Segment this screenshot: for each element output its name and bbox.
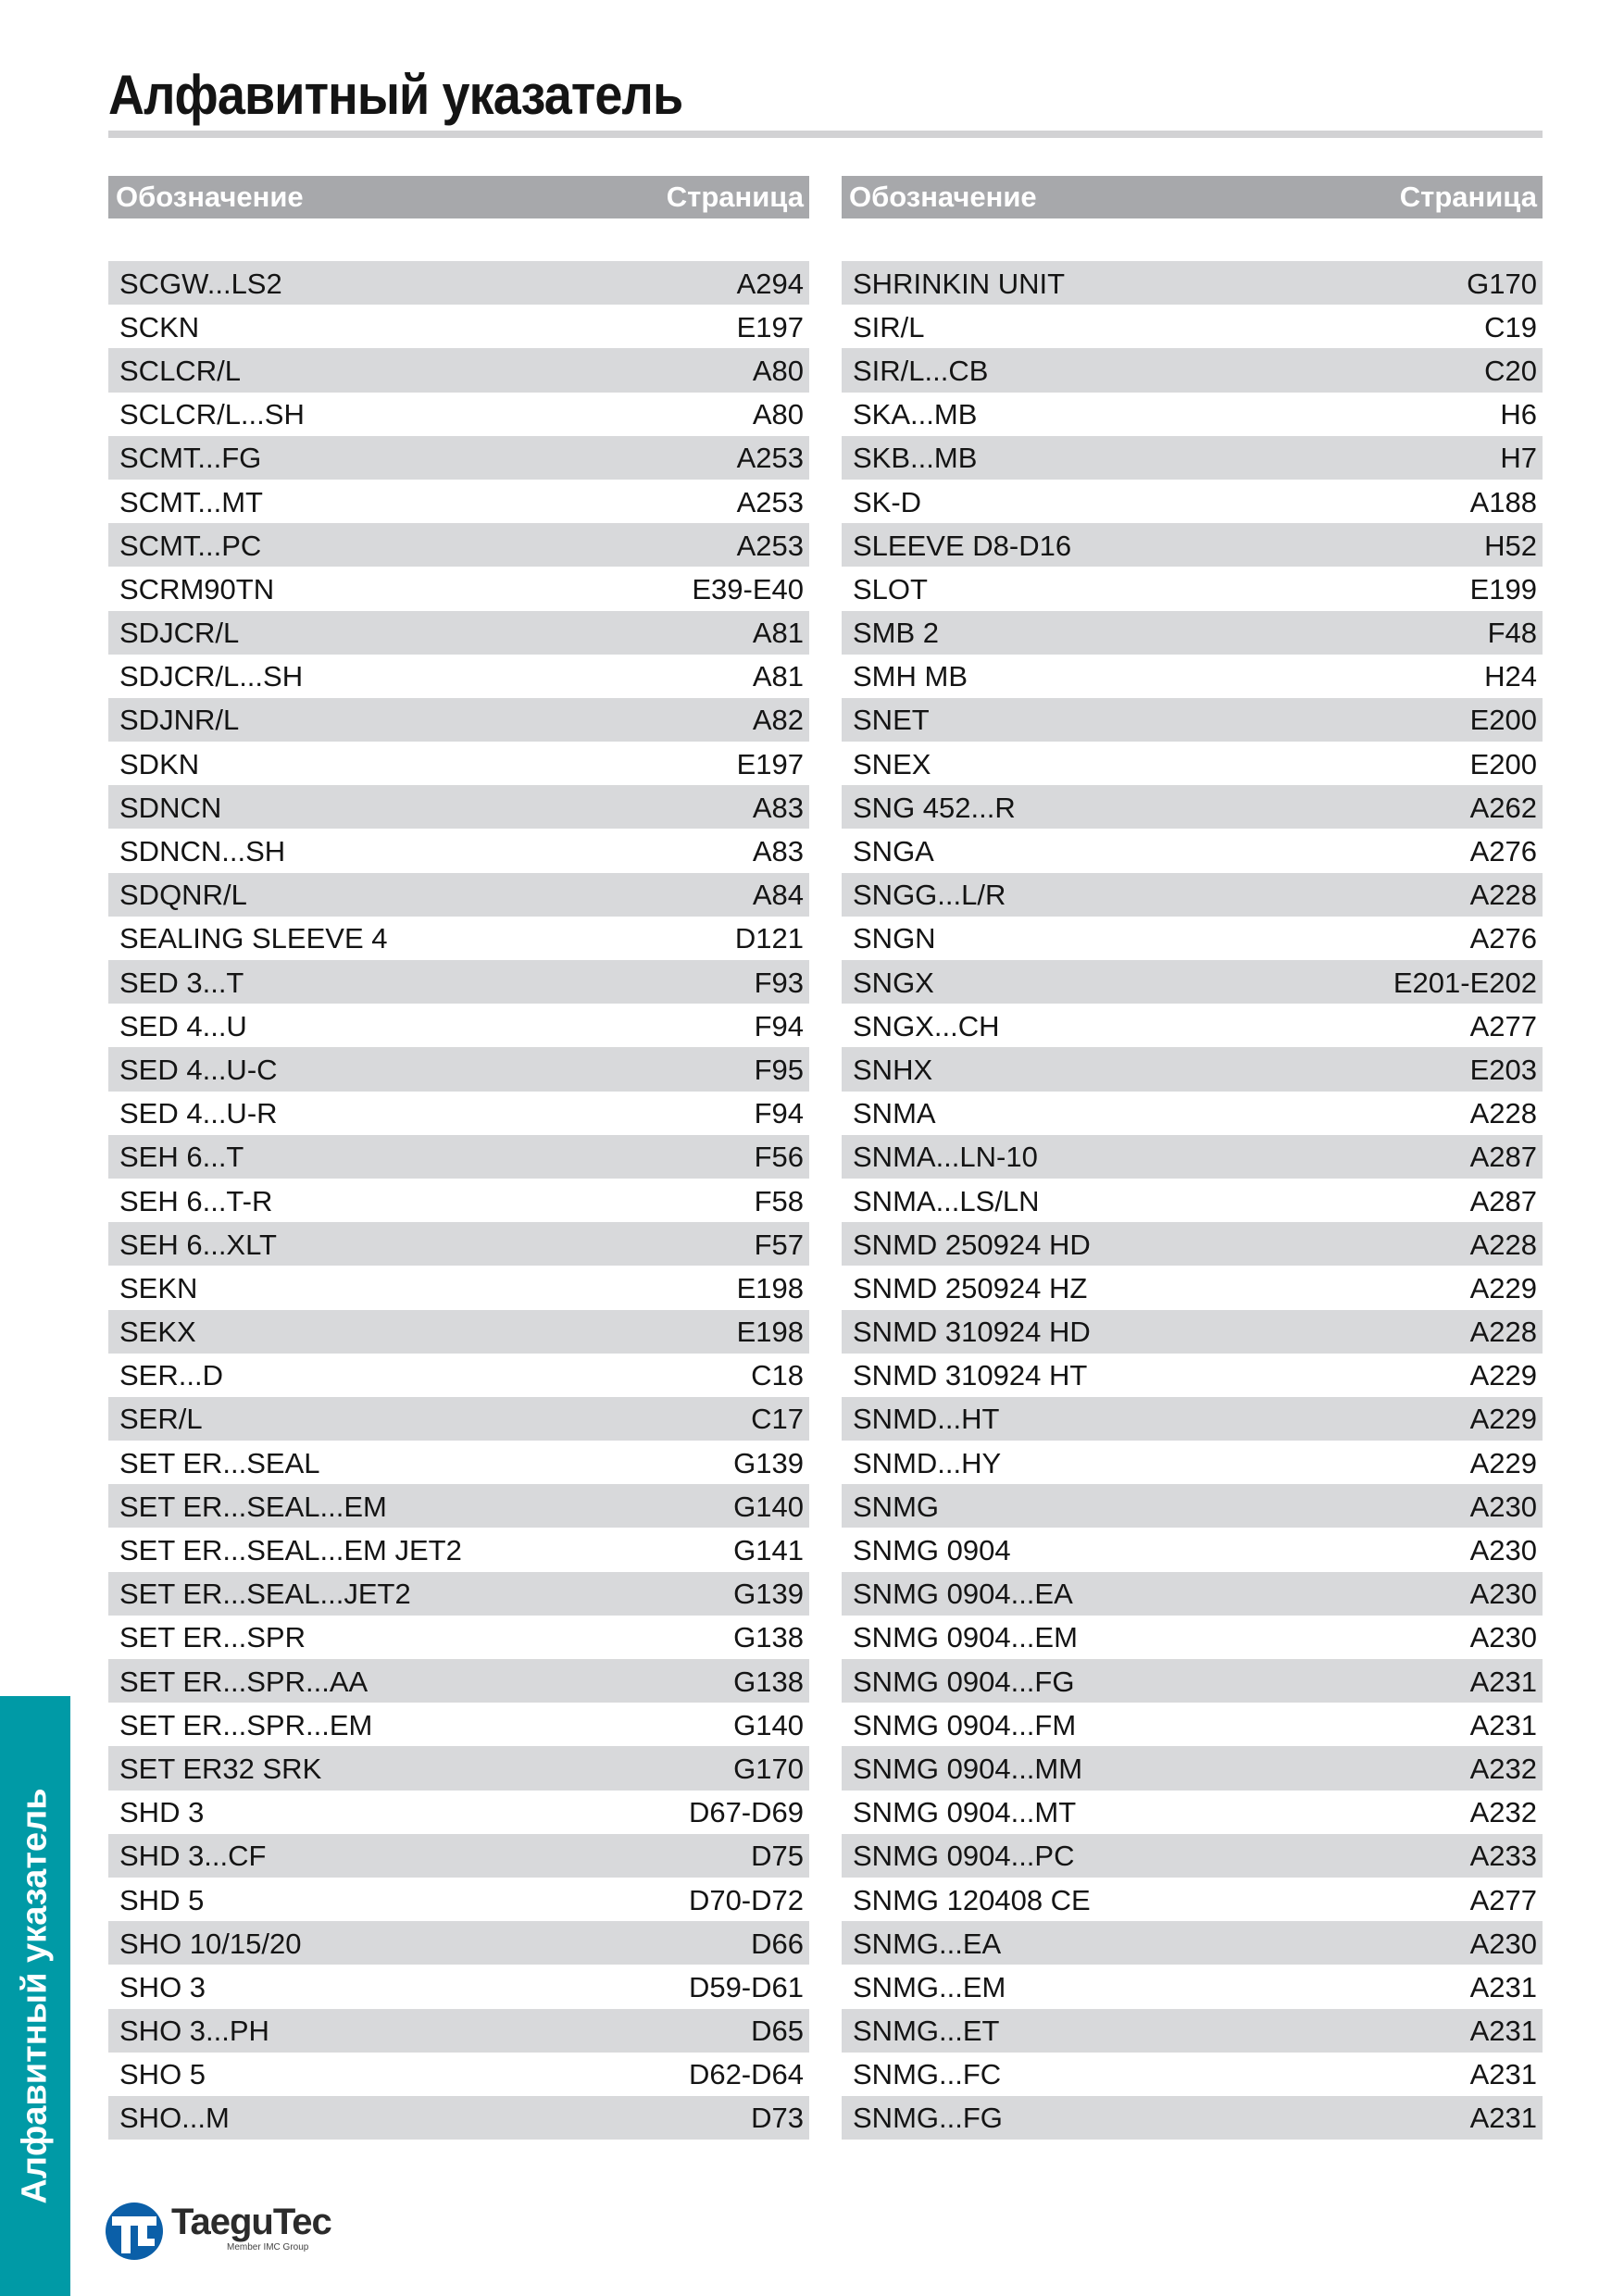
index-code: SNMD...HT <box>853 1403 1000 1436</box>
index-row <box>842 785 1543 829</box>
index-code: SET ER32 SRK <box>119 1752 322 1785</box>
index-row <box>108 1965 809 2008</box>
index-rows-left <box>108 261 809 2140</box>
index-page: A230 <box>1469 1927 1537 1960</box>
index-page: G138 <box>733 1665 804 1698</box>
index-code: SHD 5 <box>119 1883 205 1916</box>
index-row <box>842 1965 1543 2008</box>
logo-name: TaeguTec <box>171 2202 331 2242</box>
index-code: SNMG 0904...MM <box>853 1752 1083 1785</box>
index-code: SLEEVE D8-D16 <box>853 529 1072 562</box>
index-page: E198 <box>736 1316 804 1349</box>
index-code: SHO 10/15/20 <box>119 1927 302 1960</box>
index-row <box>842 2096 1543 2140</box>
index-page: A232 <box>1469 1796 1537 1829</box>
index-page: A230 <box>1469 1534 1537 1567</box>
index-code: SNG 452...R <box>853 791 1016 824</box>
index-page: A262 <box>1469 791 1537 824</box>
index-page: A277 <box>1469 1883 1537 1916</box>
index-row <box>842 960 1543 1004</box>
column-header <box>108 176 809 218</box>
index-row <box>108 1047 809 1091</box>
index-code: SKB...MB <box>853 442 978 475</box>
index-code: SCRM90TN <box>119 572 275 605</box>
index-page: A230 <box>1469 1621 1537 1654</box>
index-row <box>108 1397 809 1441</box>
index-code: SNET <box>853 704 930 737</box>
index-code: SCMT...FG <box>119 442 262 475</box>
index-page: D65 <box>751 2015 804 2048</box>
index-page: F56 <box>754 1141 804 1174</box>
index-row <box>842 829 1543 872</box>
index-row <box>108 2053 809 2096</box>
index-row <box>108 1484 809 1528</box>
index-page: A276 <box>1469 922 1537 955</box>
index-page: A231 <box>1469 1708 1537 1741</box>
index-page: G141 <box>733 1534 804 1567</box>
index-code: SEH 6...T-R <box>119 1184 273 1217</box>
index-row <box>842 1135 1543 1179</box>
index-code: SNMA...LN-10 <box>853 1141 1038 1174</box>
index-row <box>108 1135 809 1179</box>
index-row <box>108 1179 809 1222</box>
index-row <box>108 1921 809 1965</box>
index-page: A228 <box>1469 1097 1537 1130</box>
index-row <box>108 1441 809 1484</box>
index-code: SNEX <box>853 747 931 780</box>
index-page: A253 <box>736 485 804 518</box>
index-code: SED 4...U <box>119 1009 247 1042</box>
index-row <box>108 523 809 567</box>
index-page: G138 <box>733 1621 804 1654</box>
index-code: SMH MB <box>853 660 968 693</box>
index-row <box>108 1222 809 1266</box>
index-page: A253 <box>736 442 804 475</box>
index-row <box>842 261 1543 305</box>
index-page: A83 <box>752 835 804 868</box>
index-row <box>108 1834 809 1878</box>
index-row <box>842 1572 1543 1616</box>
index-code: SIR/L <box>853 310 925 343</box>
index-code: SCMT...PC <box>119 529 262 562</box>
index-row <box>842 393 1543 436</box>
index-page: D121 <box>734 922 804 955</box>
index-code: SNMG 0904 <box>853 1534 1011 1567</box>
index-page: A80 <box>752 354 804 387</box>
index-column-right <box>842 176 1543 2140</box>
index-code: SNGX <box>853 966 934 999</box>
index-page: F94 <box>754 1009 804 1042</box>
index-code: SNMG 0904...EA <box>853 1578 1073 1611</box>
index-row <box>108 393 809 436</box>
index-code: SED 4...U-C <box>119 1053 278 1086</box>
index-code: SEH 6...T <box>119 1141 244 1174</box>
index-row <box>842 1047 1543 1091</box>
index-code: SER/L <box>119 1403 203 1436</box>
index-page: E39-E40 <box>692 572 804 605</box>
index-row <box>842 1791 1543 1834</box>
index-row <box>108 698 809 742</box>
index-page: F57 <box>754 1228 804 1261</box>
index-row <box>842 1354 1543 1397</box>
index-row <box>108 1354 809 1397</box>
index-code: SDJCR/L...SH <box>119 660 304 693</box>
index-row <box>842 1179 1543 1222</box>
index-code: SDNCN...SH <box>119 835 286 868</box>
index-page: A228 <box>1469 879 1537 912</box>
index-row <box>108 1659 809 1703</box>
index-row <box>842 1703 1543 1746</box>
index-page: H6 <box>1500 398 1537 431</box>
index-code: SEALING SLEEVE 4 <box>119 922 388 955</box>
header-designation: Обозначение <box>116 181 304 213</box>
index-page: A229 <box>1469 1271 1537 1304</box>
index-page: A233 <box>1469 1840 1537 1873</box>
index-row <box>842 1878 1543 1921</box>
index-page: D59-D61 <box>688 1970 804 2003</box>
index-row <box>108 567 809 610</box>
index-code: SDQNR/L <box>119 879 247 912</box>
index-row <box>108 480 809 523</box>
index-row <box>842 348 1543 392</box>
index-page: E201-E202 <box>1393 966 1537 999</box>
index-code: SNMG...EA <box>853 1927 1002 1960</box>
index-page: A81 <box>752 660 804 693</box>
index-page: A231 <box>1469 1665 1537 1698</box>
index-page: A231 <box>1469 2058 1537 2091</box>
index-code: SET ER...SEAL...JET2 <box>119 1578 411 1611</box>
index-page: A232 <box>1469 1752 1537 1785</box>
index-row <box>108 1528 809 1571</box>
index-code: SNHX <box>853 1053 933 1086</box>
index-page: A229 <box>1469 1446 1537 1479</box>
index-page: A230 <box>1469 1490 1537 1523</box>
index-code: SEH 6...XLT <box>119 1228 277 1261</box>
index-page: A294 <box>736 267 804 300</box>
index-code: SNMG 0904...PC <box>853 1840 1075 1873</box>
index-row <box>842 1310 1543 1354</box>
index-row <box>108 960 809 1004</box>
index-page: G140 <box>733 1490 804 1523</box>
index-page: A83 <box>752 791 804 824</box>
index-row <box>842 1004 1543 1047</box>
index-row <box>842 567 1543 610</box>
index-code: SET ER...SEAL...EM <box>119 1490 387 1523</box>
index-row <box>108 1310 809 1354</box>
index-row <box>108 655 809 698</box>
index-row <box>842 873 1543 917</box>
index-row <box>842 2053 1543 2096</box>
index-page: A84 <box>752 879 804 912</box>
index-code: SDKN <box>119 747 200 780</box>
index-page: A188 <box>1469 485 1537 518</box>
index-page: E200 <box>1469 747 1537 780</box>
index-code: SNMG...ET <box>853 2015 1000 2048</box>
index-code: SNMG 0904...EM <box>853 1621 1078 1654</box>
index-row <box>842 1397 1543 1441</box>
side-tab <box>0 1696 70 2296</box>
index-row <box>842 1834 1543 1878</box>
index-code: SET ER...SPR <box>119 1621 306 1654</box>
index-row <box>108 2009 809 2053</box>
header-page: Страница <box>1399 181 1537 213</box>
index-page: A230 <box>1469 1578 1537 1611</box>
index-code: SDNCN <box>119 791 222 824</box>
index-code: SNGX...CH <box>853 1009 1000 1042</box>
index-page: E197 <box>736 747 804 780</box>
index-page: A276 <box>1469 835 1537 868</box>
index-page: A231 <box>1469 1970 1537 2003</box>
index-page: D75 <box>751 1840 804 1873</box>
index-code: SHO...M <box>119 2102 230 2135</box>
index-row <box>108 1746 809 1790</box>
index-page: G170 <box>733 1752 804 1785</box>
index-code: SET ER...SPR...EM <box>119 1708 373 1741</box>
index-code: SNMA <box>853 1097 936 1130</box>
index-code: SNMD 310924 HT <box>853 1359 1088 1392</box>
index-code: SMB 2 <box>853 617 940 650</box>
index-row <box>108 305 809 348</box>
index-code: SNMD...HY <box>853 1446 1002 1479</box>
index-row <box>842 305 1543 348</box>
index-page: G139 <box>733 1446 804 1479</box>
index-row <box>108 348 809 392</box>
index-code: SDJCR/L <box>119 617 240 650</box>
index-row <box>108 1616 809 1659</box>
index-code: SNMG...FC <box>853 2058 1002 2091</box>
index-code: SCLCR/L...SH <box>119 398 305 431</box>
index-row <box>842 1746 1543 1790</box>
index-row <box>108 436 809 480</box>
index-row <box>108 1572 809 1616</box>
index-row <box>108 1878 809 1921</box>
index-code: SHRINKIN UNIT <box>853 267 1066 300</box>
index-code: SNMG 0904...FG <box>853 1665 1075 1698</box>
index-code: SCMT...MT <box>119 485 263 518</box>
index-page: A231 <box>1469 2102 1537 2135</box>
index-row <box>108 2096 809 2140</box>
index-code: SNGA <box>853 835 934 868</box>
page-title: Алфавитный указатель <box>108 64 683 126</box>
index-row <box>842 1484 1543 1528</box>
title-rule <box>108 131 1543 138</box>
index-code: SHO 3 <box>119 1970 206 2003</box>
index-code: SED 3...T <box>119 966 244 999</box>
index-page: F93 <box>754 966 804 999</box>
index-code: SCGW...LS2 <box>119 267 282 300</box>
index-row <box>842 1528 1543 1571</box>
index-page: E197 <box>736 310 804 343</box>
index-code: SNGN <box>853 922 936 955</box>
index-page: H7 <box>1500 442 1537 475</box>
index-row <box>842 2009 1543 2053</box>
index-page: A231 <box>1469 2015 1537 2048</box>
index-page: A287 <box>1469 1184 1537 1217</box>
index-row <box>108 1791 809 1834</box>
index-page: D73 <box>751 2102 804 2135</box>
index-code: SKA...MB <box>853 398 978 431</box>
logo-tagline: Member IMC Group <box>227 2242 309 2252</box>
index-page: D66 <box>751 1927 804 1960</box>
index-page: F58 <box>754 1184 804 1217</box>
index-code: SIR/L...CB <box>853 354 989 387</box>
taegutec-logo-icon <box>105 2202 164 2261</box>
index-row <box>842 436 1543 480</box>
index-code: SNMA...LS/LN <box>853 1184 1040 1217</box>
index-page: A229 <box>1469 1403 1537 1436</box>
index-page: G170 <box>1467 267 1537 300</box>
index-code: SET ER...SEAL <box>119 1446 320 1479</box>
index-code: SNMD 250924 HD <box>853 1228 1091 1261</box>
index-row <box>108 1266 809 1309</box>
index-code: SEKN <box>119 1271 198 1304</box>
index-code: SNMG...EM <box>853 1970 1006 2003</box>
index-page: E200 <box>1469 704 1537 737</box>
index-row <box>108 1092 809 1135</box>
index-row <box>108 611 809 655</box>
index-page: F94 <box>754 1097 804 1130</box>
index-page: G140 <box>733 1708 804 1741</box>
index-page: E199 <box>1469 572 1537 605</box>
index-code: SNMG 0904...MT <box>853 1796 1077 1829</box>
index-code: SNMG <box>853 1490 939 1523</box>
index-code: SCKN <box>119 310 200 343</box>
index-page: A253 <box>736 529 804 562</box>
index-row <box>842 1921 1543 1965</box>
index-row <box>842 1441 1543 1484</box>
index-code: SHO 3...PH <box>119 2015 269 2048</box>
header-designation: Обозначение <box>849 181 1037 213</box>
index-row <box>108 742 809 785</box>
index-column-left <box>108 176 809 2140</box>
index-code: SHO 5 <box>119 2058 206 2091</box>
index-code: SER...D <box>119 1359 223 1392</box>
column-header <box>842 176 1543 218</box>
index-page: E198 <box>736 1271 804 1304</box>
index-row <box>842 742 1543 785</box>
index-page: F95 <box>754 1053 804 1086</box>
index-page: A228 <box>1469 1228 1537 1261</box>
index-row <box>108 917 809 960</box>
index-row <box>842 1266 1543 1309</box>
index-page: A287 <box>1469 1141 1537 1174</box>
index-row <box>842 1092 1543 1135</box>
index-code: SDJNR/L <box>119 704 240 737</box>
index-code: SET ER...SEAL...EM JET2 <box>119 1534 462 1567</box>
index-row <box>842 917 1543 960</box>
index-code: SLOT <box>853 572 928 605</box>
index-code: SET ER...SPR...AA <box>119 1665 369 1698</box>
index-row <box>108 829 809 872</box>
index-page: C17 <box>751 1403 804 1436</box>
index-page: A80 <box>752 398 804 431</box>
index-code: SNMD 250924 HZ <box>853 1271 1088 1304</box>
side-tab-label: Алфавитный указатель <box>15 1788 55 2204</box>
index-code: SHD 3 <box>119 1796 205 1829</box>
index-page: C20 <box>1484 354 1537 387</box>
index-page: D67-D69 <box>688 1796 804 1829</box>
index-row <box>108 785 809 829</box>
index-code: SHD 3...CF <box>119 1840 267 1873</box>
index-row <box>842 611 1543 655</box>
index-row <box>842 480 1543 523</box>
index-row <box>842 523 1543 567</box>
index-row <box>842 655 1543 698</box>
index-page: F48 <box>1487 617 1537 650</box>
index-row <box>842 698 1543 742</box>
index-page: H24 <box>1484 660 1537 693</box>
index-code: SNMD 310924 HD <box>853 1316 1091 1349</box>
index-page: A81 <box>752 617 804 650</box>
index-page: C18 <box>751 1359 804 1392</box>
index-row <box>108 1004 809 1047</box>
index-row <box>108 261 809 305</box>
index-page: A277 <box>1469 1009 1537 1042</box>
index-code: SNMG 120408 CE <box>853 1883 1091 1916</box>
index-page: A82 <box>752 704 804 737</box>
index-page: A228 <box>1469 1316 1537 1349</box>
index-page: E203 <box>1469 1053 1537 1086</box>
index-page: H52 <box>1484 529 1537 562</box>
header-page: Страница <box>666 181 804 213</box>
index-code: SEKX <box>119 1316 196 1349</box>
index-page: D70-D72 <box>688 1883 804 1916</box>
index-row <box>842 1616 1543 1659</box>
index-page: A229 <box>1469 1359 1537 1392</box>
index-page: G139 <box>733 1578 804 1611</box>
index-page: D62-D64 <box>688 2058 804 2091</box>
index-row <box>108 1703 809 1746</box>
index-row <box>842 1659 1543 1703</box>
index-code: SCLCR/L <box>119 354 241 387</box>
index-rows-right <box>842 261 1543 2140</box>
index-page: C19 <box>1484 310 1537 343</box>
taegutec-logo <box>105 2202 331 2261</box>
index-code: SNGG...L/R <box>853 879 1006 912</box>
index-row <box>842 1222 1543 1266</box>
index-code: SED 4...U-R <box>119 1097 278 1130</box>
index-code: SNMG...FG <box>853 2102 1003 2135</box>
index-row <box>108 873 809 917</box>
index-code: SK-D <box>853 485 922 518</box>
index-code: SNMG 0904...FM <box>853 1708 1077 1741</box>
